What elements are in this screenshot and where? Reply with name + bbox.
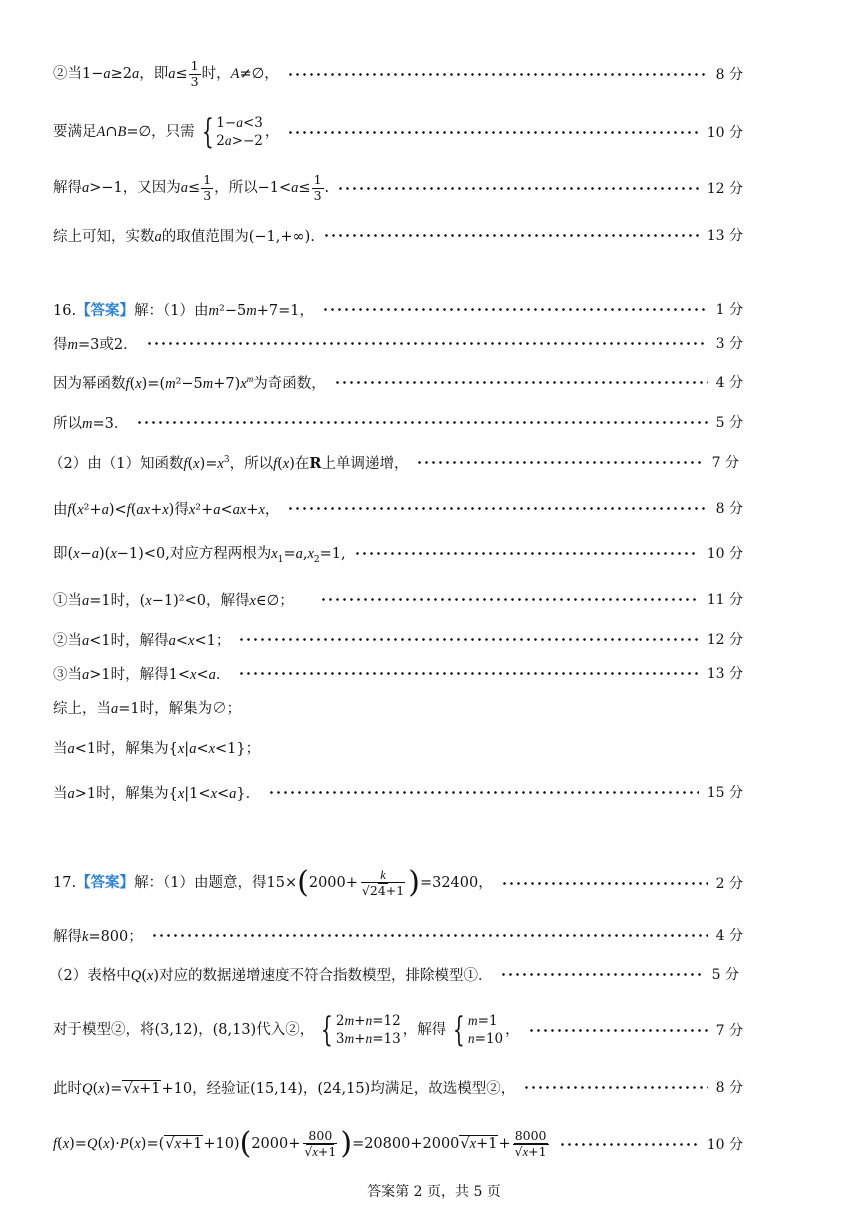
- math-text: 17.【答案】解：（1）由题意，得15×(2000+ $\frac{k}{√24+1}$ )=32400，: [53, 865, 493, 900]
- solution-line: [53, 915, 743, 955]
- math-text: 综上，当a=1时，解集为∅；: [53, 700, 242, 717]
- score-label: 10 分: [706, 546, 743, 562]
- score-label: 10 分: [706, 1137, 743, 1153]
- score-label: 4 分: [715, 928, 743, 944]
- score-label: 8 分: [715, 67, 743, 83]
- math-text: 解得a>−1，又因为a≤ $\frac{1}{3}$ ，所以−1<a≤ $\frac{1}{3}$ .: [53, 172, 330, 203]
- math-text: （2）表格中Q(x)对应的数据递增速度不符合指数模型，排除模型①．: [49, 967, 493, 984]
- leader-dots: [501, 882, 708, 885]
- solution-line: [53, 168, 743, 208]
- score-label: 1 分: [715, 302, 743, 318]
- leader-dots: [354, 552, 699, 555]
- leader-dots: [320, 598, 699, 601]
- score-label: 7 分: [715, 1023, 743, 1039]
- leader-dots: [323, 234, 699, 237]
- math-text: 16.【答案】解：（1）由m²−5m+7=1，: [53, 301, 314, 319]
- solution-line: [53, 215, 743, 255]
- math-text: 综上可知，实数a的取值范围为(−1,+∞).: [53, 228, 315, 245]
- answer-tag: 【答案】: [76, 301, 135, 319]
- math-text: ①当a=1时，(x−1)²<0，解得x∈∅；: [53, 592, 294, 609]
- score-label: 8 分: [715, 501, 743, 517]
- score-label: 8 分: [715, 1080, 743, 1096]
- solution-line: [53, 533, 743, 573]
- score-label: 2 分: [715, 876, 743, 892]
- leader-dots: [146, 342, 708, 345]
- math-text: 得m=3或2．: [53, 336, 138, 353]
- math-text: 此时Q(x)=√x+1+10，经验证(15,14)，(24,15)均满足，故选模型②，: [53, 1080, 516, 1097]
- score-label: 13 分: [706, 666, 743, 682]
- leader-dots: [151, 934, 708, 937]
- score-label: 4 分: [715, 375, 743, 391]
- score-label: 5 分: [711, 967, 739, 983]
- math-text: （2）由（1）知函数$f(x)=x^3$，所以f(x)在R上单调递增，: [49, 454, 409, 472]
- leader-dots: [416, 461, 703, 464]
- answer-tag: 【答案】: [76, 874, 135, 891]
- solution-line: [49, 954, 739, 994]
- solution-line: [53, 1010, 743, 1050]
- leader-dots: [334, 381, 708, 384]
- leader-dots: [136, 421, 707, 424]
- leader-dots: [528, 1029, 708, 1032]
- math-text: 因为幂函数$f(x)=(m^2-5m+7)x^m$为奇函数，: [53, 373, 326, 392]
- solution-line: [53, 727, 743, 767]
- score-label: 11 分: [706, 592, 743, 608]
- solution-line: [53, 488, 743, 528]
- solution-line: [49, 442, 739, 482]
- math-text: 所以m=3．: [53, 415, 129, 432]
- page-footer: 答案第 2 页，共 5 页: [367, 1184, 501, 1200]
- math-text: 即(x−a)(x−1)<0,对应方程两根为$x_1=a,x_2=1$,: [53, 545, 346, 565]
- solution-line: [53, 402, 743, 442]
- math-text: ②当a<1时，解得a<x<1；: [53, 632, 231, 649]
- leader-dots: [337, 187, 699, 190]
- leader-dots: [559, 1143, 699, 1146]
- solution-line: [53, 579, 743, 619]
- leader-dots: [523, 1086, 707, 1089]
- leader-dots: [238, 672, 698, 675]
- score-label: 12 分: [706, 632, 743, 648]
- score-label: 10 分: [706, 125, 743, 141]
- score-label: 3 分: [715, 336, 743, 352]
- solution-line: [53, 362, 743, 402]
- solution-line: [53, 772, 743, 812]
- leader-dots: [500, 973, 703, 976]
- score-label: 15 分: [706, 785, 743, 801]
- solution-line: [53, 1067, 743, 1107]
- leader-dots: [322, 308, 708, 311]
- leader-dots: [287, 73, 708, 76]
- score-label: 7 分: [711, 455, 739, 471]
- solution-line: [53, 112, 743, 152]
- leader-dots: [238, 638, 698, 641]
- math-text: 当a<1时，解集为{x|a<x<1}；: [53, 740, 261, 757]
- math-text: 当a>1时，解集为{x|1<x<a}．: [53, 785, 261, 802]
- solution-line: [53, 1124, 743, 1164]
- math-text: 由f(x²+a)<f(ax+x)得x²+a<ax+x，: [53, 501, 280, 518]
- solution-line: [53, 323, 743, 363]
- leader-dots: [268, 791, 699, 794]
- math-text: 对于模型②，将(3,12)，(8,13)代入②， { 2m+n=12 3m+n=13 ，解得 { m=1 n=10 ，: [53, 1010, 520, 1050]
- math-text: ②当1−a≥2a，即a≤ $\frac{1}{3}$ 时，A≠∅，: [53, 58, 279, 89]
- math-text: f(x)=Q(x)·P(x)=(√x+1+10)(2000+ $\frac{800}{√x+1}$ )=20800+2000√x+1+ $\frac{8000}{√x+1}$: [53, 1126, 547, 1161]
- math-text: 解得k=800；: [53, 928, 143, 945]
- score-label: 12 分: [706, 181, 743, 197]
- solution-line: [53, 687, 743, 727]
- score-label: 13 分: [706, 228, 743, 244]
- math-text: 要满足A∩B=∅，只需 { 1−a<3 2a>−2 ，: [53, 112, 280, 152]
- math-text: ③当a>1时，解得1<x<a．: [53, 666, 231, 683]
- leader-dots: [287, 131, 698, 134]
- solution-line: [53, 54, 743, 94]
- solution-line: [53, 863, 743, 903]
- score-label: 5 分: [715, 415, 743, 431]
- leader-dots: [287, 507, 707, 510]
